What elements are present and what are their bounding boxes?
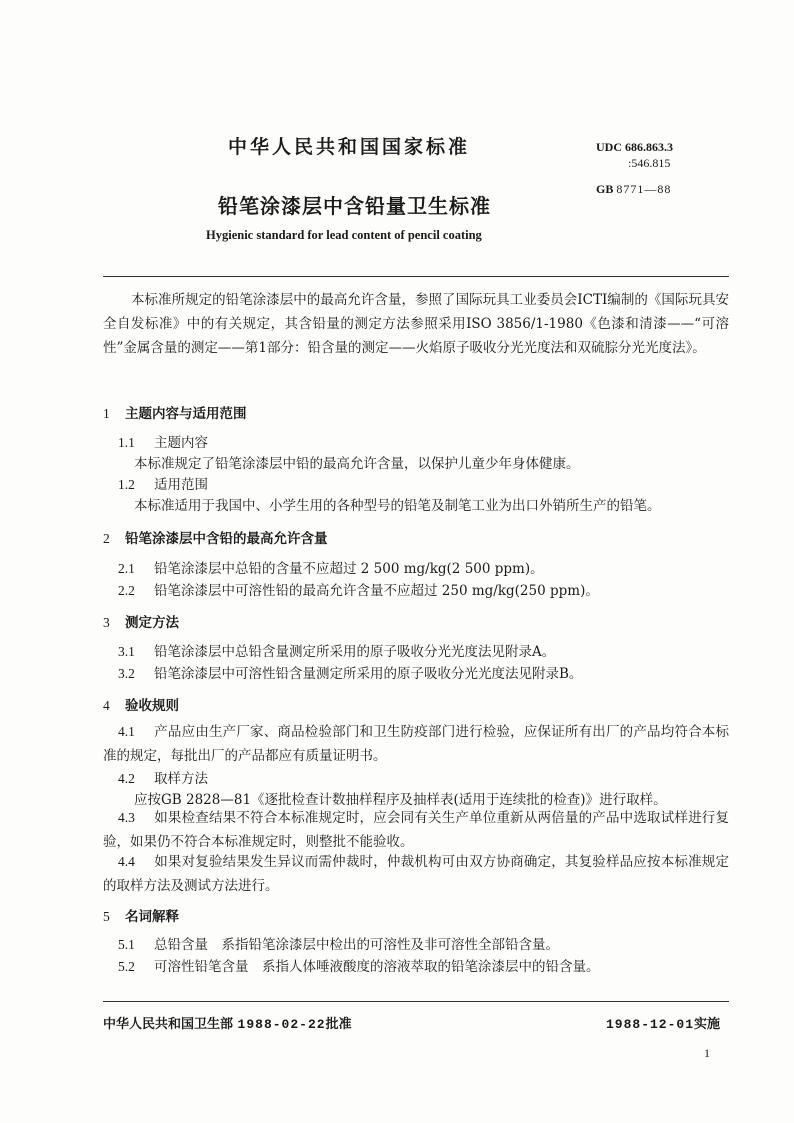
clause-text: 总铅含量 系指铅笔涂漆层中检出的可溶性及非可溶性全部铅含量。 <box>154 937 559 953</box>
section-1-heading <box>103 402 247 422</box>
udc-line2: :546.815 <box>628 156 671 170</box>
section-number: 5 <box>103 909 110 924</box>
clause-title: 取样方法 <box>154 771 208 787</box>
clause-4-4 <box>103 850 729 898</box>
section-number: 4 <box>103 698 110 713</box>
gb-number <box>596 182 671 197</box>
section-number: 2 <box>103 531 110 546</box>
clause-4-2 <box>118 767 208 787</box>
clause-3-1 <box>118 640 555 660</box>
gb-number-value: 8771—88 <box>616 182 672 196</box>
approver: 中华人民共和国卫生部 <box>103 1017 234 1032</box>
clause-3-2 <box>118 662 582 682</box>
clause-2-1 <box>118 557 544 577</box>
udc-code <box>596 139 673 171</box>
standard-category-title: 中华人民共和国国家标准 <box>228 136 471 158</box>
impl-date: 1988-12-01 <box>606 1017 695 1032</box>
clause-number: 4.2 <box>118 771 135 786</box>
section-5-heading <box>103 905 179 925</box>
clause-number: 4.3 <box>118 810 135 825</box>
section-title: 主题内容与适用范围 <box>125 406 247 422</box>
clause-text: 铅笔涂漆层中可溶性铅的最高允许含量不应超过 250 mg/kg(250 ppm)。 <box>154 583 599 599</box>
clause-5-2 <box>118 955 600 975</box>
impl-label: 实施 <box>694 1017 721 1032</box>
section-3-heading <box>103 611 179 631</box>
page-number: 1 <box>704 1046 710 1060</box>
clause-2-2 <box>118 579 599 599</box>
approve-date: 1988-02-22 <box>237 1017 326 1032</box>
section-title: 铅笔涂漆层中含铅的最高允许含量 <box>125 531 328 547</box>
clause-number: 2.1 <box>118 561 135 576</box>
implementation-line <box>606 1013 720 1032</box>
section-2-heading <box>103 527 328 547</box>
clause-1-1 <box>118 431 208 451</box>
section-title: 名词解释 <box>125 909 179 925</box>
clause-text: 铅笔涂漆层中总铅含量测定所采用的原子吸收分光光度法见附录A。 <box>154 644 556 660</box>
clause-number: 4.4 <box>118 854 135 869</box>
document-title-english: Hygienic standard for lead content of pencil coating <box>206 228 482 242</box>
clause-1-2 <box>118 473 208 493</box>
approve-label: 批准 <box>325 1017 352 1032</box>
clause-number: 1.2 <box>118 477 135 492</box>
udc-label: UDC <box>596 140 622 154</box>
clause-number: 1.1 <box>118 435 135 450</box>
section-number: 3 <box>103 615 110 630</box>
section-number: 1 <box>103 406 110 421</box>
footer-divider <box>103 1001 729 1002</box>
clause-5-1 <box>118 933 559 953</box>
section-title: 验收规则 <box>125 698 179 714</box>
clause-number: 3.2 <box>118 666 135 681</box>
clause-4-1 <box>103 720 729 768</box>
approval-line <box>103 1013 352 1032</box>
clause-text: 可溶性铅笔含量 系指人体唾液酸度的溶液萃取的铅笔涂漆层中的铅含量。 <box>154 959 600 975</box>
clause-text: 铅笔涂漆层中总铅的含量不应超过 2 500 mg/kg(2 500 ppm)。 <box>154 561 544 577</box>
clause-text: 产品应由生产厂家、商品检验部门和卫生防疫部门进行检验，应保证所有出厂的产品均符合本标准的规定，每批出厂的产品都应有质量证明书。 <box>103 724 729 764</box>
clause-number: 5.1 <box>118 937 135 952</box>
clause-number: 5.2 <box>118 959 135 974</box>
clause-text: 铅笔涂漆层中可溶性铅含量测定所采用的原子吸收分光光度法见附录B。 <box>154 666 583 682</box>
clause-4-3 <box>103 806 729 854</box>
clause-title: 适用范围 <box>154 477 208 493</box>
document-title: 铅笔涂漆层中含铅量卫生标准 <box>218 194 491 218</box>
clause-1-2-text: 本标准适用于我国中、小学生用的各种型号的铅笔及制笔工业为出口外销所生产的铅笔。 <box>134 498 661 514</box>
header-divider <box>103 276 729 277</box>
udc-line1: 686.863.3 <box>625 140 673 154</box>
gb-label: GB <box>596 182 614 196</box>
clause-number: 4.1 <box>118 724 135 739</box>
clause-1-1-text: 本标准规定了铅笔涂漆层中铅的最高允许含量，以保护儿童少年身体健康。 <box>134 456 580 472</box>
clause-number: 2.2 <box>118 583 135 598</box>
section-title: 测定方法 <box>125 615 179 631</box>
section-4-heading <box>103 694 179 714</box>
clause-text: 如果检查结果不符合本标准规定时，应会同有关生产单位重新从两倍量的产品中选取试样进行复验，如果仍不符合本标准规定时，则整批不能验收。 <box>103 810 729 850</box>
clause-4-2-text: 应按GB 2828—81《逐批检查计数抽样程序及抽样表(适用于连续批的检查)》进行取样。 <box>134 792 667 808</box>
clause-text: 如果对复验结果发生异议而需仲裁时，仲裁机构可由双方协商确定，其复验样品应按本标准规定的取样方法及测试方法进行。 <box>103 854 729 894</box>
clause-number: 3.1 <box>118 644 135 659</box>
clause-title: 主题内容 <box>154 435 208 451</box>
intro-paragraph: 本标准所规定的铅笔涂漆层中的最高允许含量，参照了国际玩具工业委员会ICTI编制的《国际玩具安全自发标准》中的有关规定，其含铅量的测定方法参照采用ISO 3856/1-1980《色漆和清漆——“可溶性”金属含量的测定——第1部分：铅含量的测定——火焰原子吸收分光光度法和双硫腙分光光度法》。 <box>103 292 729 356</box>
